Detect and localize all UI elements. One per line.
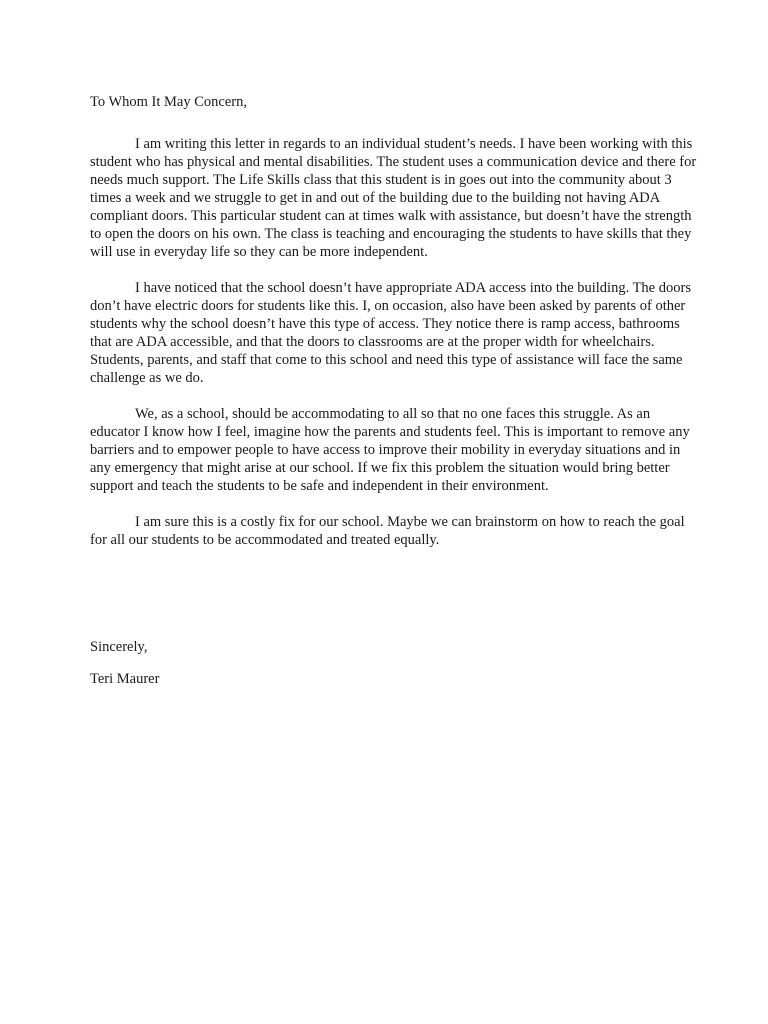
paragraph-4: I am sure this is a costly fix for our school. Maybe we can brainstorm on how to reach the goal for all our students to be accommodated and treated equally. [90, 514, 685, 548]
salutation: To Whom It May Concern, [90, 94, 247, 110]
letter-body [90, 93, 700, 567]
closing-block [90, 638, 159, 688]
paragraph-1: I am writing this letter in regards to an individual student’s needs. I have been working with this student who has physical and mental disabilities. The student uses a communication device and there for needs much support. The Life Skills class that this student is in goes out into the community about 3 times a week and we struggle to get in and out of the building due to the building not having ADA compliant doors. This particular student can at times walk with assistance, but doesn’t have the strength to open the doors on his own. The class is teaching and encouraging the students to have skills that they will use in everyday life so they can be more independent. [90, 136, 697, 260]
signature-name: Teri Maurer [90, 671, 160, 687]
paragraph-2: I have noticed that the school doesn’t have appropriate ADA access into the building. The doors don’t have electric doors for students like this. I, on occasion, also have been asked by parents of other students why the school doesn’t have this type of access. They notice there is ramp access, bathrooms that are ADA accessible, and that the doors to classrooms are at the proper width for wheelchairs. Students, parents, and staff that come to this school and need this type of assistance will face the same challenge as we do. [90, 280, 691, 386]
closing: Sincerely, [90, 639, 148, 655]
paragraph-3: We, as a school, should be accommodating to all so that no one faces this struggle. As an educator I know how I feel, imagine how the parents and students feel. This is important to remove any barriers and to empower people to have access to improve their mobility in everyday situations and in any emergency that might arise at our school. If we fix this problem the situation would bring better support and teach the students to be safe and independent in their environment. [90, 406, 690, 494]
